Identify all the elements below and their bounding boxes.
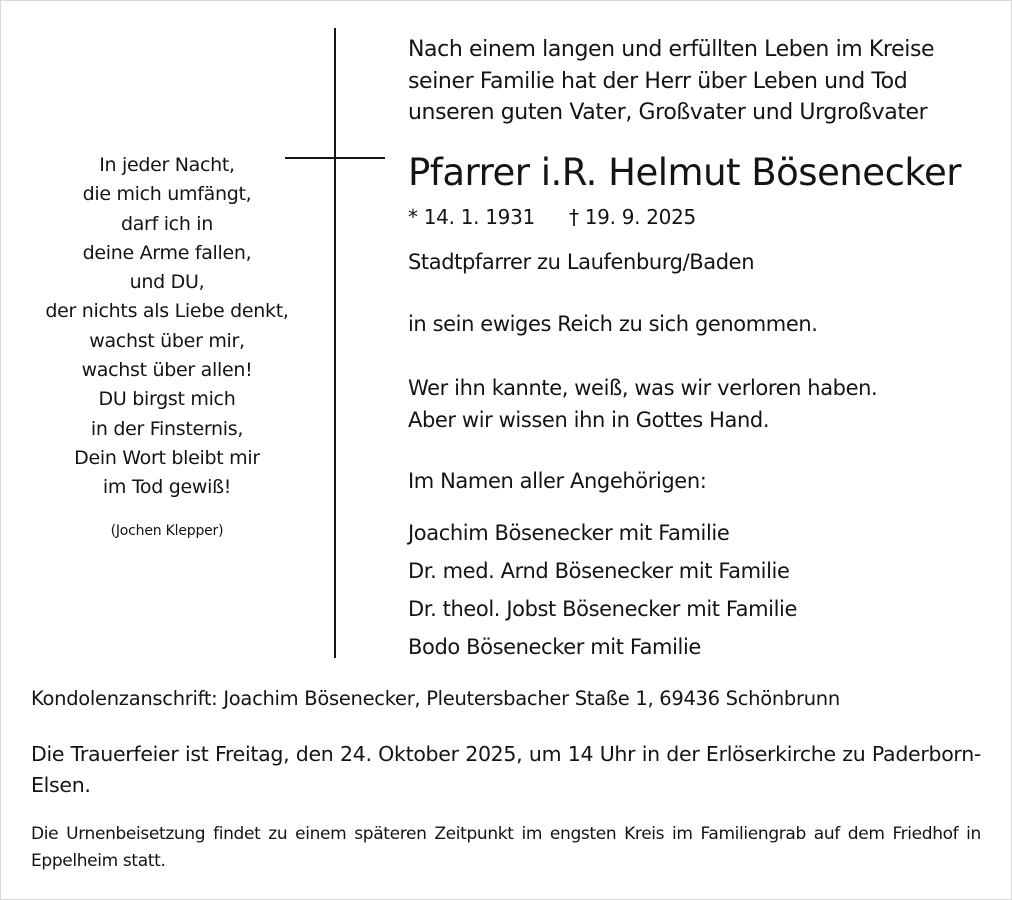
intro-line: seiner Familie hat der Herr über Leben und Tod: [408, 68, 908, 94]
poem-line: wachst über mir,: [89, 329, 245, 352]
intro-line: unseren guten Vater, Großvater und Urgroßvater: [408, 100, 928, 125]
condolence-address: Kondolenzanschrift: Joachim Bösenecker, Pleutersbacher Staße 1, 69436 Schönbrunn: [31, 687, 840, 710]
intro-line: Nach einem langen und erfüllten Leben im Kreise: [408, 37, 935, 62]
deceased-name: Pfarrer i.R. Helmut Bösenecker: [408, 151, 961, 194]
urn-burial-info: Die Urnenbeisetzung findet zu einem späteren Zeitpunkt im engsten Kreis im Familiengrab auf dem Friedhof in Eppelheim statt.: [31, 824, 981, 871]
birth-date: * 14. 1. 1931: [408, 205, 535, 229]
life-dates: [408, 204, 988, 230]
cross-vertical-beam: [334, 28, 336, 658]
death-date: † 19. 9. 2025: [568, 205, 696, 229]
mourner: Dr. med. Arnd Bösenecker mit Familie: [408, 559, 790, 583]
poem-line: im Tod gewiß!: [102, 476, 232, 499]
poem-line: der nichts als Liebe denkt,: [45, 300, 289, 323]
quote: [408, 372, 988, 436]
poem-author: (Jochen Klepper): [110, 523, 224, 539]
poem-line: und DU,: [129, 271, 205, 294]
poem-line: darf ich in: [120, 212, 214, 235]
poem: [21, 151, 313, 503]
taken-text: in sein ewiges Reich zu sich genommen.: [408, 312, 818, 336]
mourners-heading: Im Namen aller Angehörigen:: [408, 469, 707, 493]
poem-line: in der Finsternis,: [90, 417, 244, 440]
poem-line: Dein Wort bleibt mir: [74, 446, 260, 469]
poem-line: wachst über allen!: [81, 359, 253, 382]
mourner: Dr. theol. Jobst Bösenecker mit Familie: [408, 597, 797, 621]
funeral-info: Die Trauerfeier ist Freitag, den 24. Oktober 2025, um 14 Uhr in der Erlöserkirche zu Paderborn-Elsen.: [31, 742, 981, 797]
mourners-list: [408, 514, 988, 666]
mourner: Bodo Bösenecker mit Familie: [408, 635, 701, 659]
deceased-role: Stadtpfarrer zu Laufenburg/Baden: [408, 250, 755, 274]
poem-line: die mich umfängt,: [82, 183, 252, 206]
quote-line: Wer ihn kannte, weiß, was wir verloren haben.: [408, 376, 878, 400]
mourner: Joachim Bösenecker mit Familie: [408, 521, 730, 545]
quote-line: Aber wir wissen ihn in Gottes Hand.: [408, 408, 770, 432]
poem-line: deine Arme fallen,: [82, 241, 252, 264]
poem-line: In jeder Nacht,: [99, 154, 235, 176]
intro-text: [408, 34, 988, 129]
poem-line: DU birgst mich: [98, 388, 236, 411]
